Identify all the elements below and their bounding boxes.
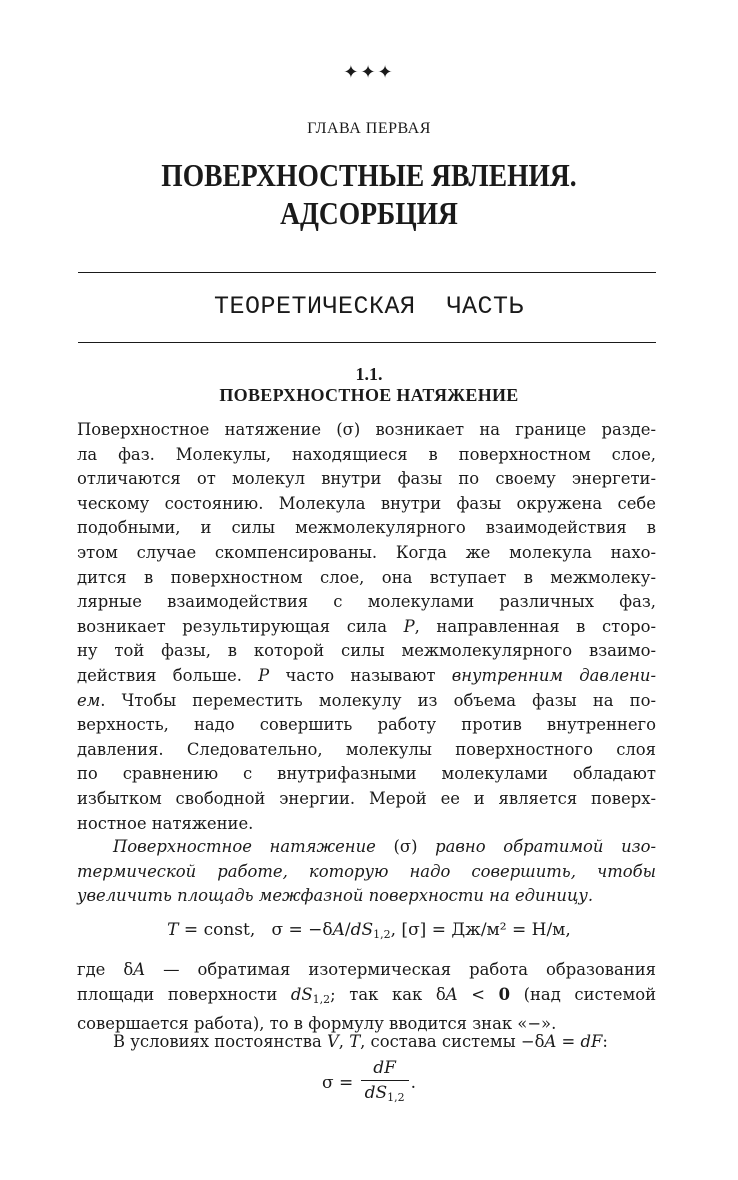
text-line: давления. Следовательно, молекулы поверхностного слоя xyxy=(77,739,656,759)
text-line: Поверхностное натяжение (σ) равно обратимой изо- xyxy=(113,837,657,856)
formula-surface-tension: T = const, $\sigma = -\delta A/dS_{1,2}$, [σ] = Дж/м² = Н/м, xyxy=(167,920,571,941)
text-line: подобными, и силы межмолекулярного взаимодействия в xyxy=(77,518,656,538)
paragraph-definition xyxy=(77,835,656,909)
text-line: отличаются от молекул внутри фазы по своему энергети- xyxy=(77,469,656,489)
paragraph-4 xyxy=(77,1030,656,1055)
text-line: где δA — обратимая изотермическая работа образования xyxy=(77,960,656,979)
text-line: ну той фазы, в которой силы межмолекулярного взаимо- xyxy=(77,641,656,661)
divider-top xyxy=(78,272,656,273)
text-line: В условиях постоянства V, T, состава системы −δA = dF: xyxy=(113,1032,608,1051)
text-line: ем. Чтобы переместить молекулу из объема фазы на по- xyxy=(77,690,656,710)
text-line: ческому состоянию. Молекула внутри фазы окружена себе xyxy=(77,493,656,513)
section-title: ПОВЕРХНОСТНОЕ НАТЯЖЕНИЕ xyxy=(219,385,519,405)
text-line: ла фаз. Молекулы, находящиеся в поверхностном слое, xyxy=(77,444,656,464)
text-line: по сравнению с внутрифазными молекулами обладают xyxy=(77,764,656,784)
formula-sigma-fraction: σ = $\frac{dF}{dS_{1,2}}$ . xyxy=(0,1056,738,1110)
text-line: возникает результирующая сила P, направленная в сторо- xyxy=(77,616,656,636)
text-line: избытком свободной энергии. Мерой ее и является поверх- xyxy=(77,788,656,808)
paragraph-3 xyxy=(77,958,656,1037)
fraction: $\frac{dF}{dS_{1,2}}$ xyxy=(361,1056,409,1110)
paragraph-1 xyxy=(77,418,656,836)
text-line: термической работе, которую надо совершить, чтобы xyxy=(77,861,656,881)
text-line: ностное натяжение. xyxy=(77,813,254,833)
text-line: Поверхностное натяжение (σ) возникает на границе разде- xyxy=(77,420,656,439)
text-line: дится в поверхностном слое, она вступает в межмолеку- xyxy=(77,567,656,587)
divider-bottom xyxy=(78,342,656,343)
text-line: верхность, надо совершить работу против внутреннего xyxy=(77,715,656,735)
section-number: 1.1. xyxy=(355,364,383,384)
text-line: действия больше. P часто называют внутренним давлени- xyxy=(77,665,656,685)
chapter-title xyxy=(52,156,687,232)
text-line: увеличить площадь межфазной поверхности на единицу. xyxy=(77,886,594,906)
part-title: ТЕОРЕТИЧЕСКАЯ ЧАСТЬ xyxy=(213,292,525,321)
chapter-title-line1: ПОВЕРХНОСТНЫЕ ЯВЛЕНИЯ. xyxy=(161,157,577,193)
text-line: лярные взаимодействия с молекулами различных фаз, xyxy=(77,592,656,612)
chapter-title-line2: АДСОРБЦИЯ xyxy=(280,195,458,231)
text-line: этом случае скомпенсированы. Когда же молекула нахо- xyxy=(77,542,656,562)
ornament-stars: ✦✦✦ xyxy=(343,62,395,83)
text-line: совершается работа), то в формулу вводится знак «−». xyxy=(77,1014,557,1034)
text-line: площади поверхности $dS_{1,2}$; так как δA < 0 (над системой xyxy=(77,984,657,1006)
chapter-label: ГЛАВА ПЕРВАЯ xyxy=(307,120,431,137)
